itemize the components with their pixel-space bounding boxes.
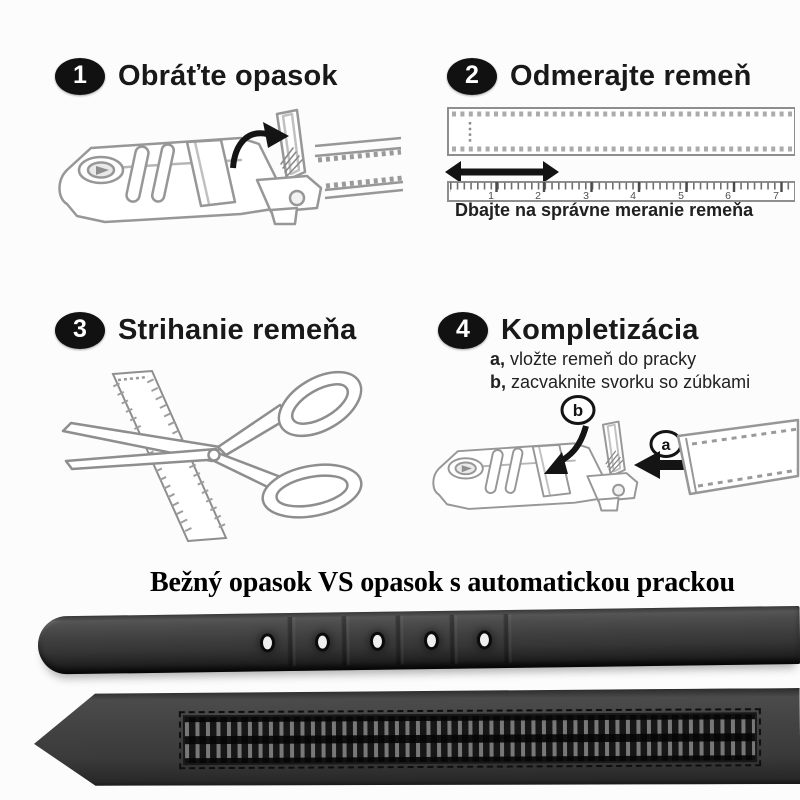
- belt-teeth-upper: [318, 152, 401, 160]
- double-arrow-icon: [445, 161, 559, 183]
- step4-header: [438, 312, 699, 349]
- substep-a-prefix: a,: [490, 349, 506, 369]
- substep-b-prefix: b,: [490, 372, 506, 392]
- step3-number-badge: 3: [55, 312, 105, 349]
- belt-hole: [263, 636, 272, 649]
- belt-end-piece: [678, 420, 798, 494]
- ruler-number: 1: [488, 190, 494, 202]
- belt-hole: [373, 635, 382, 648]
- belt-strap-flat: [448, 108, 795, 155]
- belt-hole: [480, 633, 489, 646]
- step3-header: [55, 312, 357, 349]
- classic-belt-photo: [38, 606, 800, 675]
- measuring-caption: Dbajte na správne meranie remeňa: [455, 200, 754, 220]
- substep-b: [490, 371, 750, 394]
- measuring-illustration: [445, 103, 795, 203]
- cutting-illustration: [58, 360, 383, 542]
- label-b-circle: [562, 397, 594, 424]
- scissors-icon: [63, 360, 372, 525]
- ruler-number: 4: [630, 190, 636, 202]
- ruler-number: 7: [773, 190, 779, 202]
- substep-a-text: vložte remeň do pracky: [510, 349, 697, 369]
- step2-header: [447, 58, 752, 95]
- ruler-number: 5: [678, 190, 684, 202]
- step2-number-badge: 2: [447, 58, 497, 95]
- label-a-circle: [651, 432, 681, 457]
- belt-strap-lines: [315, 138, 403, 198]
- substep-b-text: zacvaknite svorku so zúbkami: [511, 372, 751, 392]
- buckle-open-illustration: [35, 98, 405, 235]
- step4-number-badge: 4: [438, 312, 488, 349]
- belt-hole: [427, 634, 436, 647]
- label-b-text: b: [572, 401, 584, 420]
- step1-header: [55, 58, 338, 95]
- ruler-number: 3: [583, 190, 589, 202]
- ruler-illustration: [448, 182, 795, 202]
- step1-number-badge: 1: [55, 58, 105, 95]
- comparison-title: Bežný opasok VS opasok s automatickou prackou: [150, 567, 735, 598]
- substep-a: [490, 348, 750, 371]
- insert-arrow-icon: [634, 451, 686, 479]
- ruler-number: 6: [725, 190, 731, 202]
- belt-creases: [243, 614, 544, 667]
- belt-hole: [318, 636, 327, 649]
- ruler-number: 2: [535, 190, 541, 202]
- label-a-text: a: [661, 437, 671, 454]
- automatic-belt-photo: [34, 688, 800, 788]
- step4-title: Kompletizácia: [501, 314, 699, 346]
- step3-title: Strihanie remeňa: [118, 314, 357, 346]
- step4-substeps: [490, 348, 750, 394]
- ratchet-track: [185, 714, 755, 763]
- step1-title: Obráťte opasok: [118, 60, 338, 92]
- step2-title: Odmerajte remeň: [510, 60, 752, 92]
- assembly-illustration: [420, 392, 800, 542]
